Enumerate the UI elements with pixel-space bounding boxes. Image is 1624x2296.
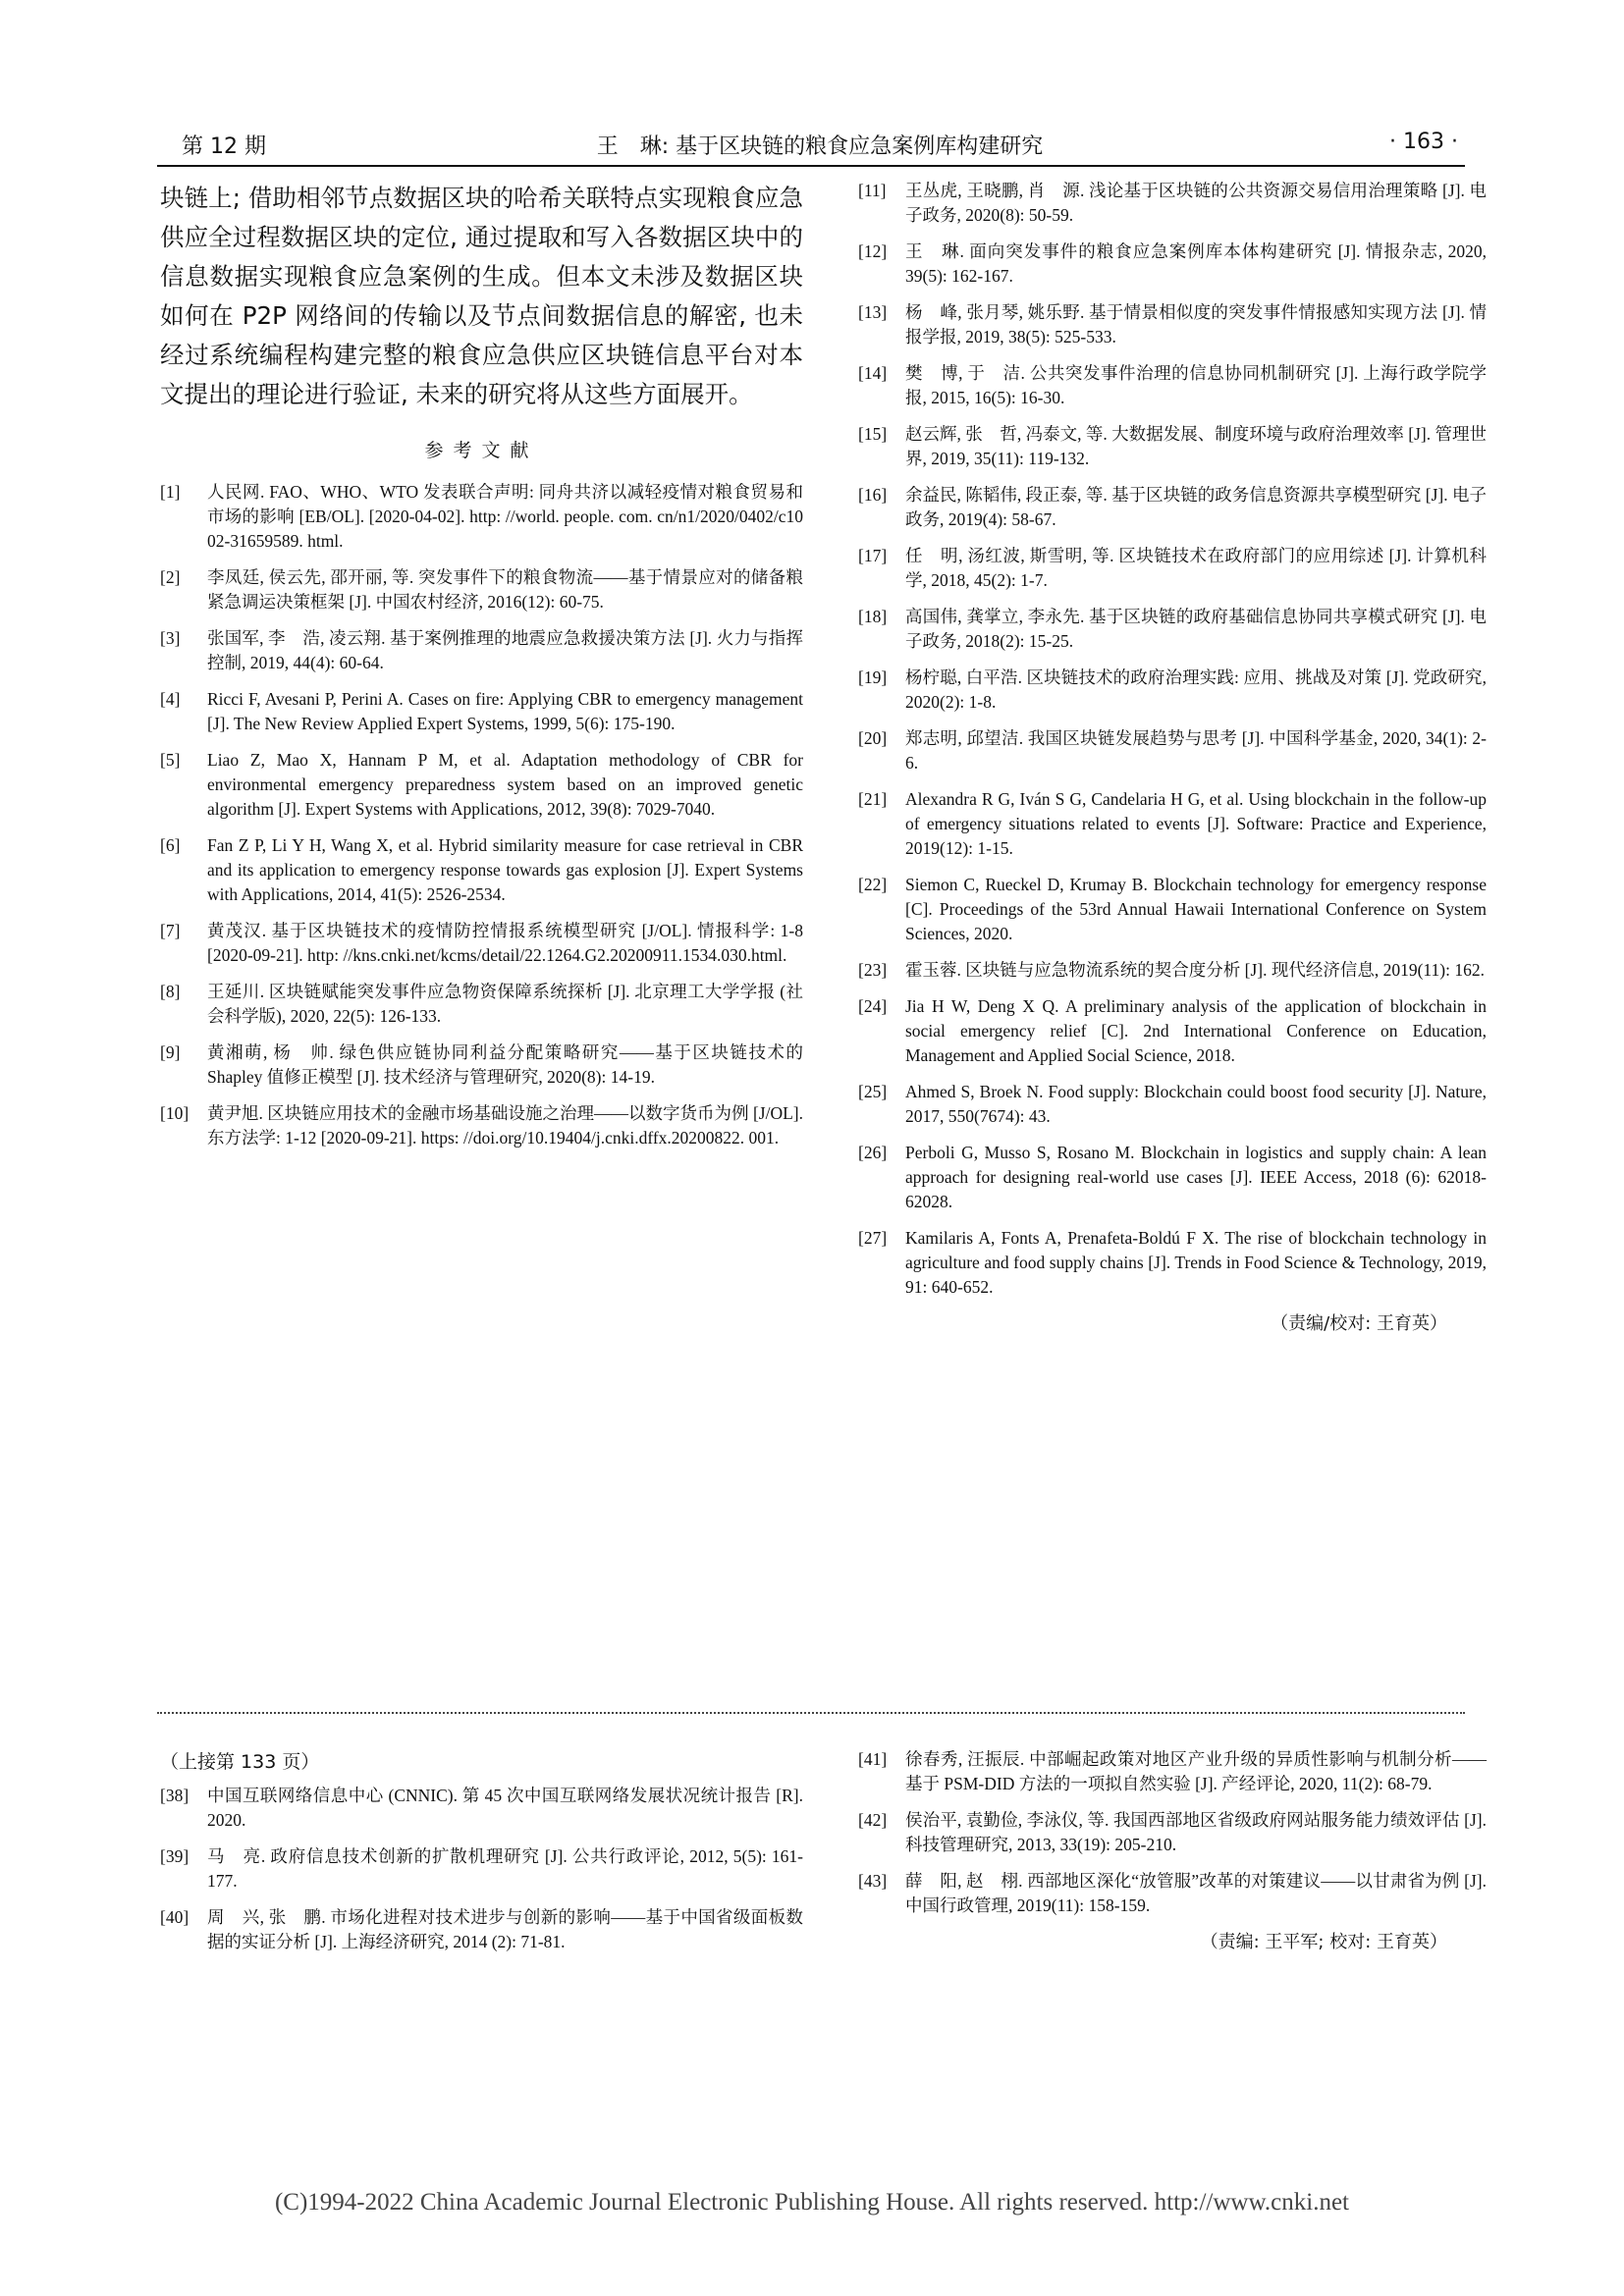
reference-number: [19] (858, 667, 888, 687)
reference-text: Ricci F, Avesani P, Perini A. Cases on fire: Applying CBR to emergency management [J]. The New Review Applied Expert Systems, 1999, 5(6): 175-190. (207, 689, 803, 733)
references-heading: 参考文献 (424, 440, 539, 461)
continued-note: （上接第 133 页） (160, 1751, 320, 1773)
header-rule (157, 165, 1465, 167)
reference-item (160, 687, 803, 736)
copyright-footer: (C)1994-2022 China Academic Journal Electronic Publishing House. All rights reserved. http://www.cnki.net (274, 2189, 1350, 2216)
reference-item (858, 873, 1487, 946)
reference-number: [2] (160, 567, 181, 587)
continued-right-column (858, 1747, 1487, 1953)
reference-number: [15] (858, 424, 888, 444)
reference-list-right (858, 179, 1487, 1300)
reference-number: [9] (160, 1042, 181, 1062)
reference-number: [26] (858, 1143, 888, 1162)
reference-number: [14] (858, 363, 888, 383)
reference-text: 中国互联网络信息中心 (CNNIC). 第 45 次中国互联网络发展状况统计报告 [R]. 2020. (207, 1786, 803, 1830)
reference-item (858, 544, 1487, 593)
reference-number: [8] (160, 982, 181, 1001)
reference-number: [27] (858, 1228, 888, 1248)
reference-number: [43] (858, 1871, 888, 1891)
reference-text: Fan Z P, Li Y H, Wang X, et al. Hybrid similarity measure for case retrieval in CBR and its application to emergency response towards gas explosion [J]. Expert Systems with Applications, 2014, 41(5): 2526-2534. (207, 835, 803, 904)
reference-number: [13] (858, 302, 888, 322)
left-column (160, 179, 803, 1162)
reference-text: 徐春秀, 汪振辰. 中部崛起政策对地区产业升级的异质性影响与机制分析——基于 PSM-DID 方法的一项拟自然实验 [J]. 产经评论, 2020, 11(2): 68-79. (905, 1749, 1487, 1793)
body-paragraph: 块链上; 借助相邻节点数据区块的哈希关联特点实现粮食应急供应全过程数据区块的定位, 通过提取和写入各数据区块中的信息数据实现粮食应急案例的生成。但本文未涉及数据区块如何在 P2P 网络间的传输以及节点间数据信息的解密, 也未经过系统编程构建完整的粮食应急供应区块链信息平台对本文提出的理论进行验证, 未来的研究将从这些方面展开。 (160, 184, 803, 408)
reference-item (858, 726, 1487, 775)
reference-text: 高国伟, 龚掌立, 李永先. 基于区块链的政府基础信息协同共享模式研究 [J]. 电子政务, 2018(2): 15-25. (905, 607, 1487, 651)
reference-item (858, 1808, 1487, 1857)
continued-reference-list-left (160, 1784, 803, 1954)
reference-item (858, 179, 1487, 228)
reference-text: 赵云辉, 张 哲, 冯泰文, 等. 大数据发展、制度环境与政府治理效率 [J]. 管理世界, 2019, 35(11): 119-132. (905, 424, 1487, 468)
reference-number: [20] (858, 728, 888, 748)
reference-text: 霍玉蓉. 区块链与应急物流系统的契合度分析 [J]. 现代经济信息, 2019(11): 162. (905, 960, 1485, 980)
reference-text: 周 兴, 张 鹏. 市场化进程对技术进步与创新的影响——基于中国省级面板数据的实证分析 [J]. 上海经济研究, 2014 (2): 71-81. (207, 1907, 803, 1951)
reference-item (858, 361, 1487, 410)
reference-number: [16] (858, 485, 888, 505)
issue-number: 第 12 期 (182, 134, 266, 159)
reference-number: [12] (858, 241, 888, 261)
reference-text: 樊 博, 于 洁. 公共突发事件治理的信息协同机制研究 [J]. 上海行政学院学报, 2015, 16(5): 16-30. (905, 363, 1487, 407)
running-title: 王 琳: 基于区块链的粮食应急案例库构建研究 (596, 134, 1044, 159)
reference-text: Perboli G, Musso S, Rosano M. Blockchain in logistics and supply chain: A lean approach for designing real-world use cases [J]. IEEE Access, 2018 (6): 62018-62028. (905, 1143, 1487, 1211)
reference-item (858, 605, 1487, 654)
reference-item (858, 787, 1487, 861)
reference-text: 薛 阳, 赵 栩. 西部地区深化“放管服”改革的对策建议——以甘肃省为例 [J]. 中国行政管理, 2019(11): 158-159. (905, 1871, 1487, 1915)
reference-item (160, 1844, 803, 1894)
reference-text: 郑志明, 邱望洁. 我国区块链发展趋势与思考 [J]. 中国科学基金, 2020, 34(1): 2-6. (905, 728, 1487, 773)
reference-number: [22] (858, 875, 888, 894)
reference-number: [21] (858, 789, 888, 809)
reference-text: 黄湘萌, 杨 帅. 绿色供应链协同利益分配策略研究——基于区块链技术的 Shapley 值修正模型 [J]. 技术经济与管理研究, 2020(8): 14-19. (207, 1042, 803, 1087)
reference-item (858, 958, 1487, 983)
reference-number: [18] (858, 607, 888, 626)
right-column (858, 179, 1487, 1335)
reference-number: [6] (160, 835, 181, 855)
reference-item (858, 1869, 1487, 1918)
reference-item (858, 422, 1487, 471)
reference-text: 任 明, 汤红波, 斯雪明, 等. 区块链技术在政府部门的应用综述 [J]. 计算机科学, 2018, 45(2): 1-7. (905, 546, 1487, 590)
section-divider (157, 1712, 1465, 1714)
reference-item (160, 1101, 803, 1150)
reference-text: 人民网. FAO、WHO、WTO 发表联合声明: 同舟共济以减轻疫情对粮食贸易和市场的影响 [EB/OL]. [2020-04-02]. http: //world. people. com. cn/n1/2020/0402/c10 02-31659589. html. (207, 482, 803, 551)
reference-item (160, 480, 803, 554)
reference-number: [24] (858, 996, 888, 1016)
reference-text: 黄茂汉. 基于区块链技术的疫情防控情报系统模型研究 [J/OL]. 情报科学: 1-8 [2020-09-21]. http: //kns.cnki.net/kcms/detail/22.1264.G2.20200911.1534.030.html. (207, 921, 803, 965)
reference-text: Ahmed S, Broek N. Food supply: Blockchain could boost food security [J]. Nature, 2017, 550(7674): 43. (905, 1082, 1487, 1126)
reference-item (160, 626, 803, 675)
reference-text: 张国军, 李 浩, 凌云翔. 基于案例推理的地震应急救援决策方法 [J]. 火力与指挥控制, 2019, 44(4): 60-64. (207, 628, 803, 672)
reference-list-left (160, 480, 803, 1150)
reference-item (160, 833, 803, 907)
reference-text: Jia H W, Deng X Q. A preliminary analysis of the application of blockchain in social emergency relief [C]. 2nd International Conference on Education, Management and Applied Social Science, 2018. (905, 996, 1487, 1065)
reference-text: 王延川. 区块链赋能突发事件应急物资保障系统探析 [J]. 北京理工大学学报 (社会科学版), 2020, 22(5): 126-133. (207, 982, 803, 1026)
reference-item (858, 300, 1487, 349)
reference-text: 黄尹旭. 区块链应用技术的金融市场基础设施之治理——以数字货币为例 [J/OL]. 东方法学: 1-12 [2020-09-21]. https: //doi.org/10.19404/j.cnki.dffx.20200822. 001. (207, 1103, 803, 1148)
reference-number: [1] (160, 482, 181, 502)
reference-number: [10] (160, 1103, 189, 1123)
reference-item (160, 748, 803, 822)
reference-text: Liao Z, Mao X, Hannam P M, et al. Adaptation methodology of CBR for environmental emergency preparedness system based on an improved genetic algorithm [J]. Expert Systems with Applications, 2012, 39(8): 7029-7040. (207, 750, 803, 819)
reference-item (858, 1141, 1487, 1214)
reference-item (858, 1747, 1487, 1796)
page-header (182, 124, 1458, 163)
reference-text: 王 琳. 面向突发事件的粮食应急案例库本体构建研究 [J]. 情报杂志, 2020, 39(5): 162-167. (905, 241, 1487, 286)
reference-item (858, 1226, 1487, 1300)
reference-item (858, 994, 1487, 1068)
reference-number: [5] (160, 750, 181, 770)
reference-item (160, 1784, 803, 1833)
reference-number: [4] (160, 689, 181, 709)
reference-text: Alexandra R G, Iván S G, Candelaria H G, et al. Using blockchain in the follow-up of emergency situations related to events [J]. Software: Practice and Experience, 2019(12): 1-15. (905, 789, 1487, 858)
reference-text: 侯治平, 袁勤俭, 李泳仪, 等. 我国西部地区省级政府网站服务能力绩效评估 [J]. 科技管理研究, 2013, 33(19): 205-210. (905, 1810, 1487, 1854)
reference-number: [42] (858, 1810, 888, 1830)
reference-text: 杨柠聪, 白平浩. 区块链技术的政府治理实践: 应用、挑战及对策 [J]. 党政研究, 2020(2): 1-8. (905, 667, 1487, 712)
reference-number: [41] (858, 1749, 888, 1769)
reference-text: 王丛虎, 王晓鹏, 肖 源. 浅论基于区块链的公共资源交易信用治理策略 [J]. 电子政务, 2020(8): 50-59. (905, 181, 1487, 225)
reference-item (160, 980, 803, 1029)
reference-item (858, 483, 1487, 532)
reference-item (160, 919, 803, 968)
reference-text: Kamilaris A, Fonts A, Prenafeta-Boldú F X. The rise of blockchain technology in agriculture and food supply chains [J]. Trends in Food Science & Technology, 2019, 91: 640-652. (905, 1228, 1487, 1297)
reference-number: [23] (858, 960, 888, 980)
reference-number: [40] (160, 1907, 189, 1927)
page-number: · 163 · (1389, 130, 1458, 154)
reference-number: [7] (160, 921, 181, 940)
reference-item (858, 240, 1487, 289)
reference-text: 李凤廷, 侯云先, 邵开丽, 等. 突发事件下的粮食物流——基于情景应对的储备粮紧急调运决策框架 [J]. 中国农村经济, 2016(12): 60-75. (207, 567, 803, 612)
continued-left-column (160, 1747, 803, 1966)
editor-note: （责编/校对: 王育英） (1271, 1313, 1447, 1334)
editor-note-2: （责编: 王平军; 校对: 王育英） (1200, 1932, 1447, 1952)
reference-text: 杨 峰, 张月琴, 姚乐野. 基于情景相似度的突发事件情报感知实现方法 [J]. 情报学报, 2019, 38(5): 525-533. (905, 302, 1487, 347)
reference-number: [3] (160, 628, 181, 648)
reference-item (160, 565, 803, 614)
reference-number: [38] (160, 1786, 189, 1805)
reference-item (160, 1041, 803, 1090)
reference-text: Siemon C, Rueckel D, Krumay B. Blockchain technology for emergency response [C]. Proceedings of the 53rd Annual Hawaii International Conference on System Sciences, 2020. (905, 875, 1487, 943)
reference-number: [17] (858, 546, 888, 565)
continued-reference-list-right (858, 1747, 1487, 1918)
reference-text: 马 亮. 政府信息技术创新的扩散机理研究 [J]. 公共行政评论, 2012, 5(5): 161-177. (207, 1846, 803, 1891)
reference-text: 余益民, 陈韬伟, 段正泰, 等. 基于区块链的政务信息资源共享模型研究 [J]. 电子政务, 2019(4): 58-67. (905, 485, 1487, 529)
reference-number: [25] (858, 1082, 888, 1101)
reference-item (858, 1080, 1487, 1129)
reference-number: [11] (858, 181, 887, 200)
reference-item (858, 666, 1487, 715)
reference-item (160, 1905, 803, 1954)
reference-number: [39] (160, 1846, 189, 1866)
